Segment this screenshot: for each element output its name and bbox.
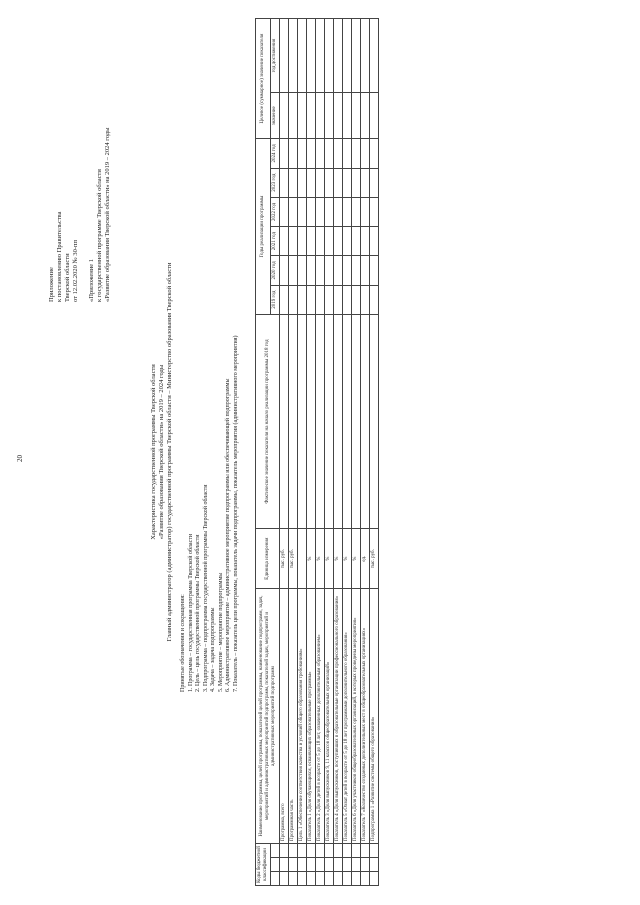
legend-item: 7. Показатель – показатель цели программы, показатель задачи подпрограммы, показатель мероприятия (административного мероприятия) <box>232 335 239 692</box>
cell-code <box>361 844 370 858</box>
cell-2020 <box>334 256 343 285</box>
cell-final <box>289 93 298 139</box>
cell-2019 <box>280 285 289 314</box>
rotated-document-page <box>10 12 630 892</box>
table-row <box>289 19 298 886</box>
header-2024: 2024 год <box>271 139 280 168</box>
cell-2023 <box>352 168 361 197</box>
cell-2023 <box>343 168 352 197</box>
cell-2020 <box>316 256 325 285</box>
cell-2022 <box>307 197 316 226</box>
cell-base <box>316 314 325 529</box>
cell-unit: тыс. руб. <box>289 529 298 589</box>
cell-final <box>352 93 361 139</box>
table-row <box>307 19 316 886</box>
cell-base <box>352 314 361 529</box>
cell-code <box>289 858 298 872</box>
cell-unit: ед. <box>361 529 370 589</box>
heading-line-2: «Развитие образования Тверской области» на 2019 – 2024 годы <box>158 364 165 540</box>
table-row <box>343 19 352 886</box>
legend-items <box>188 212 241 692</box>
cell-2019 <box>370 285 379 314</box>
cell-code <box>280 858 289 872</box>
cell-name: Подпрограмма 1 «Развитие системы общего образования» <box>370 589 379 844</box>
cell-unit: тыс. руб. <box>370 529 379 589</box>
cell-2024 <box>307 139 316 168</box>
cell-2020 <box>343 256 352 285</box>
cell-2020 <box>370 256 379 285</box>
page-number: 20 <box>16 455 24 462</box>
cell-2023 <box>307 168 316 197</box>
cell-code <box>343 858 352 872</box>
header-code-a <box>271 872 280 886</box>
cell-2022 <box>352 197 361 226</box>
cell-code <box>352 872 361 886</box>
cell-2019 <box>316 285 325 314</box>
cell-code <box>334 844 343 858</box>
cell-2024 <box>280 139 289 168</box>
cell-base <box>289 314 298 529</box>
header-years-group: Годы реализации программы <box>256 139 271 315</box>
cell-base <box>343 314 352 529</box>
cell-year <box>370 19 379 93</box>
cell-year <box>298 19 307 93</box>
table-row <box>316 19 325 886</box>
appendix-block <box>48 42 112 302</box>
program-characteristics-table <box>255 18 379 886</box>
cell-base <box>370 314 379 529</box>
header-unit: Единица измерения <box>256 529 280 589</box>
cell-unit: % <box>352 529 361 589</box>
header-2023: 2023 год <box>271 168 280 197</box>
legend-title: Принятые обозначения и сокращения: <box>180 594 186 692</box>
cell-name: Показатель 3 «Доля выпускников 9, 11 классов общеобразовательных организаций» <box>325 589 334 844</box>
cell-year <box>307 19 316 93</box>
cell-code <box>370 844 379 858</box>
cell-2023 <box>325 168 334 197</box>
cell-code <box>325 844 334 858</box>
cell-2022 <box>343 197 352 226</box>
cell-2023 <box>298 168 307 197</box>
cell-2022 <box>316 197 325 226</box>
cell-2019 <box>361 285 370 314</box>
cell-2020 <box>352 256 361 285</box>
cell-2021 <box>352 227 361 256</box>
cell-year <box>325 19 334 93</box>
cell-2020 <box>307 256 316 285</box>
cell-unit: % <box>316 529 325 589</box>
cell-base <box>361 314 370 529</box>
cell-2021 <box>280 227 289 256</box>
cell-2023 <box>361 168 370 197</box>
cell-2019 <box>325 285 334 314</box>
cell-final <box>334 93 343 139</box>
appendix-line: Приложение <box>48 267 55 302</box>
cell-2021 <box>343 227 352 256</box>
header-final-year: год достижения <box>271 19 280 93</box>
table-body <box>280 19 379 886</box>
cell-code <box>307 844 316 858</box>
legend-item: 5. Мероприятие – мероприятие подпрограммы <box>217 572 224 692</box>
cell-code <box>316 844 325 858</box>
cell-base <box>280 314 289 529</box>
header-final: Целевое (суммарное) значение показателя <box>256 19 271 139</box>
cell-2021 <box>289 227 298 256</box>
header-2020: 2020 год <box>271 256 280 285</box>
cell-base <box>334 314 343 529</box>
cell-2020 <box>298 256 307 285</box>
legend-block <box>180 212 240 692</box>
cell-2022 <box>334 197 343 226</box>
cell-2021 <box>298 227 307 256</box>
cell-2024 <box>370 139 379 168</box>
cell-year <box>289 19 298 93</box>
cell-code <box>334 872 343 886</box>
cell-final <box>370 93 379 139</box>
cell-code <box>289 844 298 858</box>
cell-2021 <box>316 227 325 256</box>
cell-2024 <box>325 139 334 168</box>
cell-year <box>316 19 325 93</box>
appendix-line <box>80 42 88 302</box>
cell-2022 <box>361 197 370 226</box>
cell-code <box>370 858 379 872</box>
cell-name: Показатель 6 «Доля участников общеобразовательных организаций, в которых проведены мероприятия» <box>352 589 361 844</box>
legend-item: 1. Программа – государственная программа Тверской области <box>187 533 194 692</box>
cell-code <box>325 872 334 886</box>
cell-unit: тыс. руб. <box>280 529 289 589</box>
cell-final <box>280 93 289 139</box>
cell-final <box>361 93 370 139</box>
cell-2019 <box>289 285 298 314</box>
cell-name: Показатель 7 «Количество созданных дополнительных мест в общеобразовательных организациях» <box>361 589 370 844</box>
cell-2024 <box>289 139 298 168</box>
cell-2022 <box>325 197 334 226</box>
cell-2020 <box>289 256 298 285</box>
cell-2019 <box>298 285 307 314</box>
header-name: Наименование программы, целей программы, показателей целей программы, наименование подпрограмм, задач, мероприятий и административных мероприятий подпрограмм, показателей задач, мероприятий и административных мероприятий подпрограмм <box>256 589 280 844</box>
cell-2023 <box>289 168 298 197</box>
appendix-line: Тверской области <box>64 253 71 302</box>
table-row <box>298 19 307 886</box>
cell-code <box>352 844 361 858</box>
legend-item: 2. Цель – цель государственной программы Тверской области <box>195 534 201 692</box>
cell-year <box>343 19 352 93</box>
header-base: Фактическое значение показателя на начало реализации программы 2018 год <box>256 314 280 529</box>
header-2021: 2021 год <box>271 227 280 256</box>
cell-2024 <box>316 139 325 168</box>
cell-2019 <box>334 285 343 314</box>
appendix-line: от 12.02.2020 № 30-пп <box>72 240 79 302</box>
cell-code <box>370 872 379 886</box>
header-final-value: значение <box>271 93 280 139</box>
cell-2022 <box>289 197 298 226</box>
cell-code <box>334 858 343 872</box>
table-row <box>334 19 343 886</box>
cell-2024 <box>334 139 343 168</box>
cell-2021 <box>334 227 343 256</box>
cell-name: Программа, всего <box>280 589 289 844</box>
cell-code <box>298 872 307 886</box>
table-row <box>280 19 289 886</box>
table-row <box>370 19 379 886</box>
appendix-line: к постановлению Правительства <box>56 211 63 302</box>
cell-2023 <box>280 168 289 197</box>
cell-code <box>307 872 316 886</box>
cell-code <box>280 872 289 886</box>
cell-code <box>298 858 307 872</box>
cell-2020 <box>325 256 334 285</box>
legend-item: 3. Подпрограмма – подпрограмма государственной программы Тверской области <box>202 484 209 692</box>
cell-2024 <box>298 139 307 168</box>
heading-line-1: Характеристика государственной программы Тверской области <box>150 364 157 540</box>
cell-year <box>361 19 370 93</box>
cell-2021 <box>325 227 334 256</box>
cell-final <box>316 93 325 139</box>
cell-final <box>307 93 316 139</box>
cell-2024 <box>361 139 370 168</box>
cell-name: Показатель 4 «Доля выпускников, поступивших в образовательные организации профессионального образования» <box>334 589 343 844</box>
cell-code <box>316 858 325 872</box>
header-codes: Коды бюджетной классификации <box>256 844 271 886</box>
appendix-line: «Приложение 1 <box>88 258 95 302</box>
header-2019: 2019 год <box>271 285 280 314</box>
cell-2021 <box>370 227 379 256</box>
cell-2024 <box>343 139 352 168</box>
cell-code <box>298 844 307 858</box>
cell-2019 <box>352 285 361 314</box>
cell-final <box>343 93 352 139</box>
document-heading <box>150 232 174 672</box>
cell-unit: % <box>325 529 334 589</box>
appendix-line: к государственной программе Тверской области <box>96 169 103 302</box>
header-code-b <box>271 858 280 872</box>
cell-unit: % <box>307 529 316 589</box>
cell-year <box>352 19 361 93</box>
cell-code <box>352 858 361 872</box>
cell-base <box>325 314 334 529</box>
cell-2020 <box>361 256 370 285</box>
cell-2019 <box>343 285 352 314</box>
cell-2023 <box>316 168 325 197</box>
cell-code <box>307 858 316 872</box>
cell-code <box>361 872 370 886</box>
cell-unit <box>298 529 307 589</box>
cell-2021 <box>361 227 370 256</box>
cell-base <box>307 314 316 529</box>
cell-code <box>316 872 325 886</box>
cell-name: Показатель 1 «Доля обучающихся, осваивающих образовательные программы» <box>307 589 316 844</box>
cell-2022 <box>280 197 289 226</box>
heading-line-3: Главный администратор (администратор) государственной программы Тверской области – Министерство образования Тверской области <box>166 262 173 642</box>
cell-2024 <box>352 139 361 168</box>
cell-name: Программная часть <box>289 589 298 844</box>
table-row <box>361 19 370 886</box>
cell-year <box>280 19 289 93</box>
legend-item: 4. Задача – задача подпрограммы <box>210 607 216 692</box>
legend-item: 6. Административное мероприятие – административное мероприятие подпрограммы или обеспечивающей подпрограммы <box>225 378 231 692</box>
table-row <box>352 19 361 886</box>
cell-name: Показатель 2 «Доля детей в возрасте от 5 до 18 лет, охваченных дополнительным образованием» <box>316 589 325 844</box>
appendix-line: «Развитие образования Тверской области» на 2019 – 2024 годы <box>104 127 111 302</box>
cell-2023 <box>370 168 379 197</box>
header-2022: 2022 год <box>271 197 280 226</box>
cell-code <box>343 872 352 886</box>
cell-unit: % <box>343 529 352 589</box>
cell-year <box>334 19 343 93</box>
cell-2019 <box>307 285 316 314</box>
cell-2021 <box>307 227 316 256</box>
cell-2022 <box>370 197 379 226</box>
cell-2023 <box>334 168 343 197</box>
table-row <box>325 19 334 886</box>
cell-name: Цель 1 «Обеспечение соответствия качества и условий общего образования требованиям» <box>298 589 307 844</box>
header-code-c <box>271 844 280 858</box>
cell-2022 <box>298 197 307 226</box>
cell-code <box>343 844 352 858</box>
cell-2020 <box>280 256 289 285</box>
cell-code <box>289 872 298 886</box>
cell-final <box>325 93 334 139</box>
cell-base <box>298 314 307 529</box>
cell-code <box>325 858 334 872</box>
cell-code <box>361 858 370 872</box>
cell-name: Показатель 5 «Охват детей в возрасте от 5 до 18 лет программами дополнительного образования» <box>343 589 352 844</box>
cell-unit: % <box>334 529 343 589</box>
cell-code <box>280 844 289 858</box>
cell-final <box>298 93 307 139</box>
